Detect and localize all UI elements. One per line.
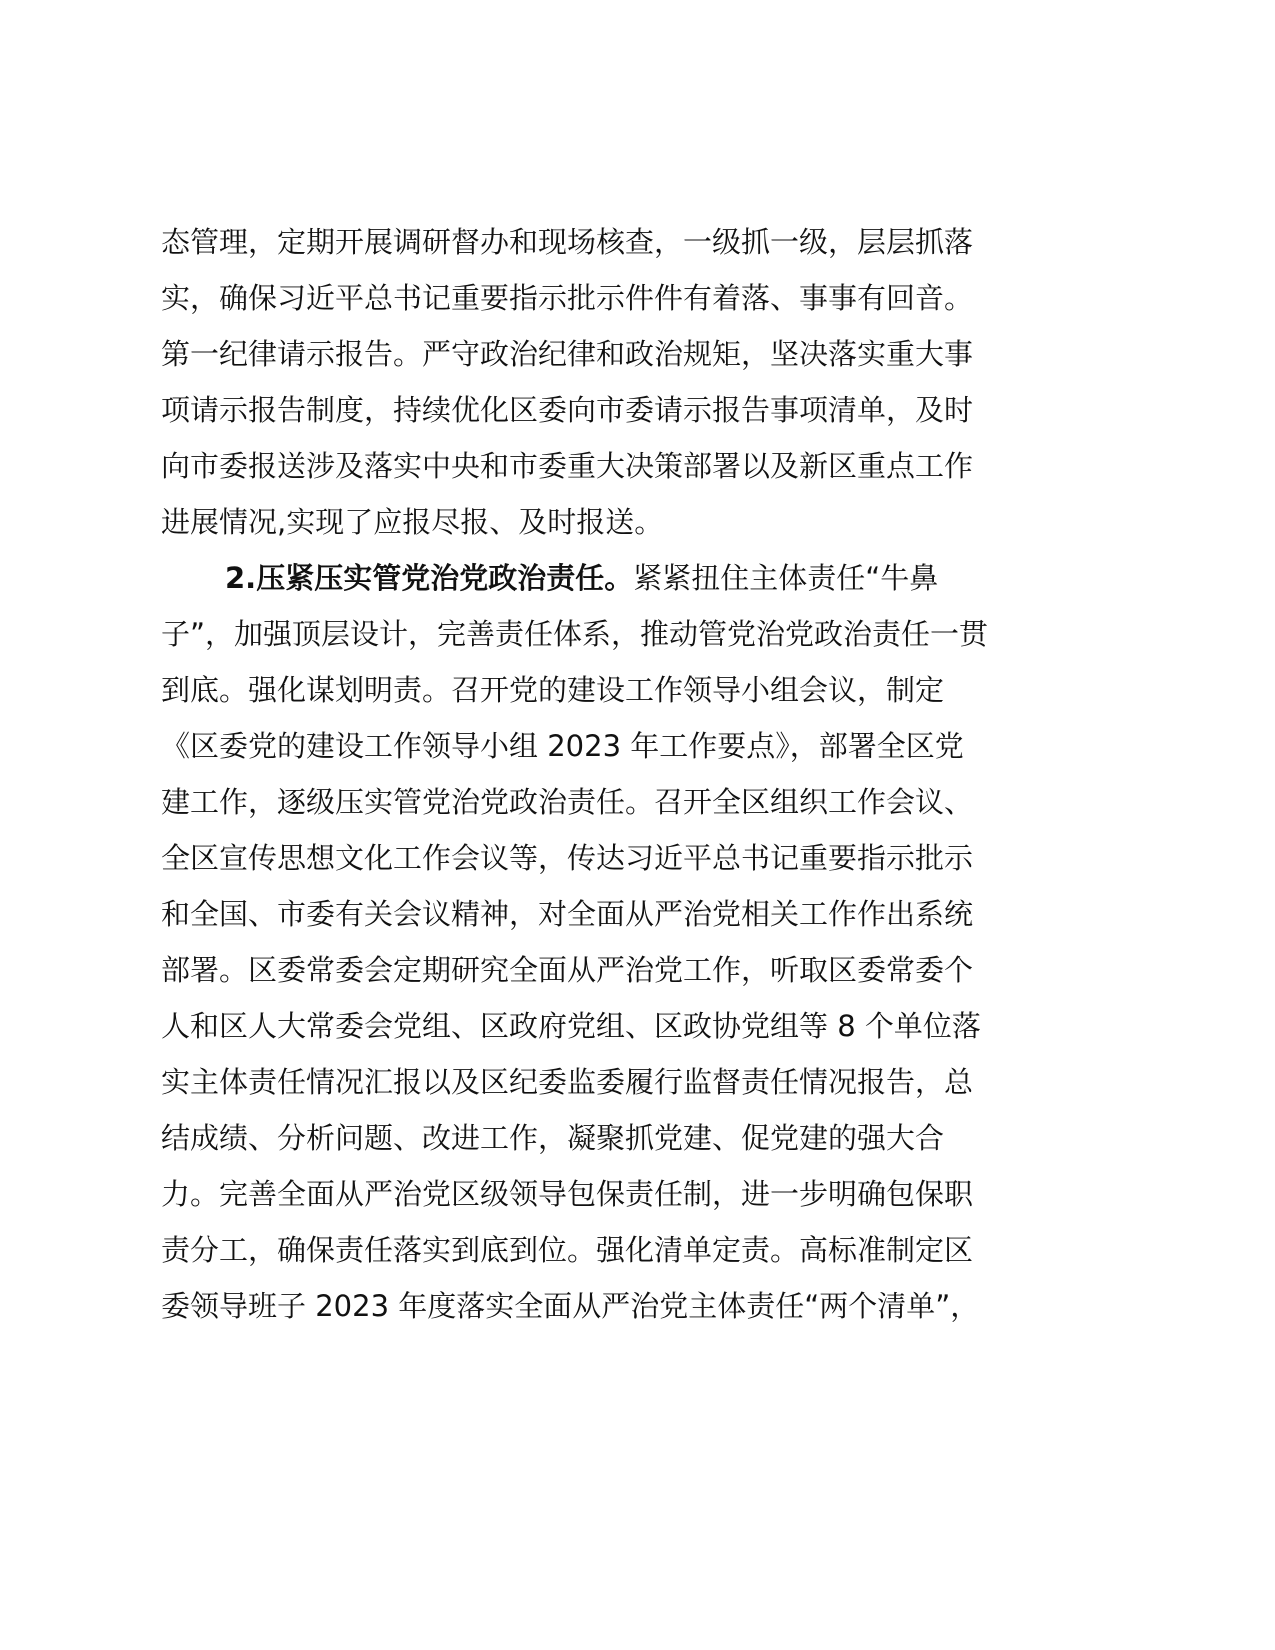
text-line: 进展情况,实现了应报尽报、及时报送。 — [161, 505, 664, 539]
text-line: 责分工，确保责任落实到底到位。强化清单定责。高标准制定区 — [161, 1233, 974, 1267]
text-line: 态管理，定期开展调研督办和现场核查，一级抓一级，层层抓落 — [161, 225, 974, 259]
text-line: 力。完善全面从严治党区级领导包保责任制，进一步明确包保职 — [161, 1177, 974, 1211]
text-line: 实主体责任情况汇报以及区纪委监委履行监督责任情况报告，总 — [161, 1065, 974, 1099]
text-line: 和全国、市委有关会议精神，对全面从严治党相关工作作出系统 — [161, 897, 974, 931]
text-line: 结成绩、分析问题、改进工作，凝聚抓党建、促党建的强大合 — [161, 1121, 945, 1155]
text-line: 实，确保习近平总书记重要指示批示件件有着落、事事有回音。 — [161, 281, 974, 315]
document-body — [161, 214, 1071, 1334]
text-line: 建工作，逐级压实管党治党政治责任。召开全区组织工作会议、 — [161, 785, 974, 819]
text-line: 人和区人大常委会党组、区政府党组、区政协党组等 8 个单位落 — [161, 1009, 981, 1043]
text-line: 第一纪律请示报告。严守政治纪律和政治规矩，坚决落实重大事 — [161, 337, 974, 371]
text-line: 向市委报送涉及落实中央和市委重大决策部署以及新区重点工作 — [161, 449, 974, 483]
text-line: 子”，加强顶层设计，完善责任体系，推动管党治党政治责任一贯 — [161, 617, 989, 651]
section-2-first-line-text: 紧紧扭住主体责任“牛鼻 — [633, 561, 939, 595]
text-line: 到底。强化谋划明责。召开党的建设工作领导小组会议，制定 — [161, 673, 945, 707]
text-line: 全区宣传思想文化工作会议等，传达习近平总书记重要指示批示 — [161, 841, 974, 875]
section-2-heading: 2.压紧压实管党治党政治责任。 — [225, 561, 634, 595]
text-line: 项请示报告制度，持续优化区委向市委请示报告事项清单，及时 — [161, 393, 974, 427]
section-2-first-line — [161, 550, 1071, 606]
text-line: 《区委党的建设工作领导小组 2023 年工作要点》，部署全区党 — [161, 729, 964, 763]
text-line: 部署。区委常委会定期研究全面从严治党工作，听取区委常委个 — [161, 953, 974, 987]
text-line: 委领导班子 2023 年度落实全面从严治党主体责任“两个清单”， — [161, 1289, 980, 1323]
